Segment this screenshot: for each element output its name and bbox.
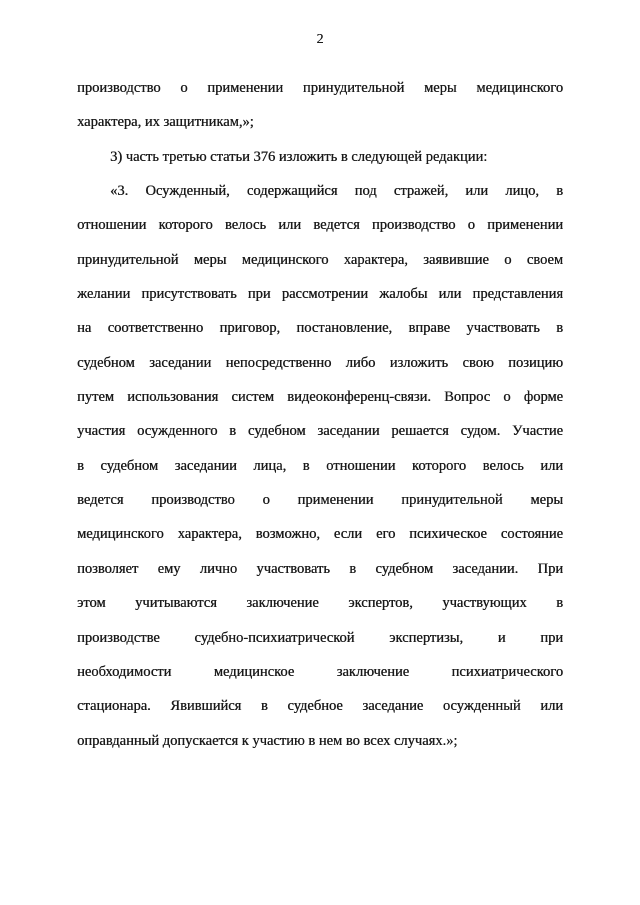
text-line: этом учитываются заключение экспертов, участвующих в [77, 595, 563, 612]
text-line: в судебном заседании лица, в отношении которого велось или [77, 457, 563, 474]
text-line: желании присутствовать при рассмотрении жалобы или представления [77, 286, 563, 303]
text-line: необходимости медицинское заключение психиатрического [77, 663, 563, 680]
text-line: судебном заседании непосредственно либо изложить свою позицию [77, 354, 563, 371]
text-line: характера, их защитникам,»; [77, 114, 254, 131]
text-line: производстве судебно-психиатрической экспертизы, и при [77, 629, 563, 646]
text-line: 3) часть третью статьи 376 изложить в следующей редакции: [110, 148, 488, 165]
text-line: позволяет ему лично участвовать в судебном заседании. При [77, 560, 563, 577]
text-line: отношении которого велось или ведется производство о применении [77, 217, 563, 234]
text-line: принудительной меры медицинского характера, заявившие о своем [77, 251, 563, 268]
document-body [77, 71, 563, 758]
text-line: производство о применении принудительной меры медицинского [77, 80, 563, 96]
text-line: медицинского характера, возможно, если его психическое состояние [77, 526, 563, 543]
text-line: «3. Осужденный, содержащийся под стражей, или лицо, в [110, 183, 563, 200]
text-line: стационара. Явившийся в судебное заседание осужденный или [77, 698, 563, 715]
text-line: оправданный допускается к участию в нем во всех случаях.»; [77, 732, 458, 749]
text-line: ведется производство о применении принудительной меры [77, 492, 563, 509]
text-line: участия осужденного в судебном заседании решается судом. Участие [77, 423, 563, 440]
text-line: на соответственно приговор, постановление, вправе участвовать в [77, 320, 563, 337]
text-line: путем использования систем видеоконференц-связи. Вопрос о форме [77, 389, 563, 406]
page-number: 2 [316, 32, 324, 47]
